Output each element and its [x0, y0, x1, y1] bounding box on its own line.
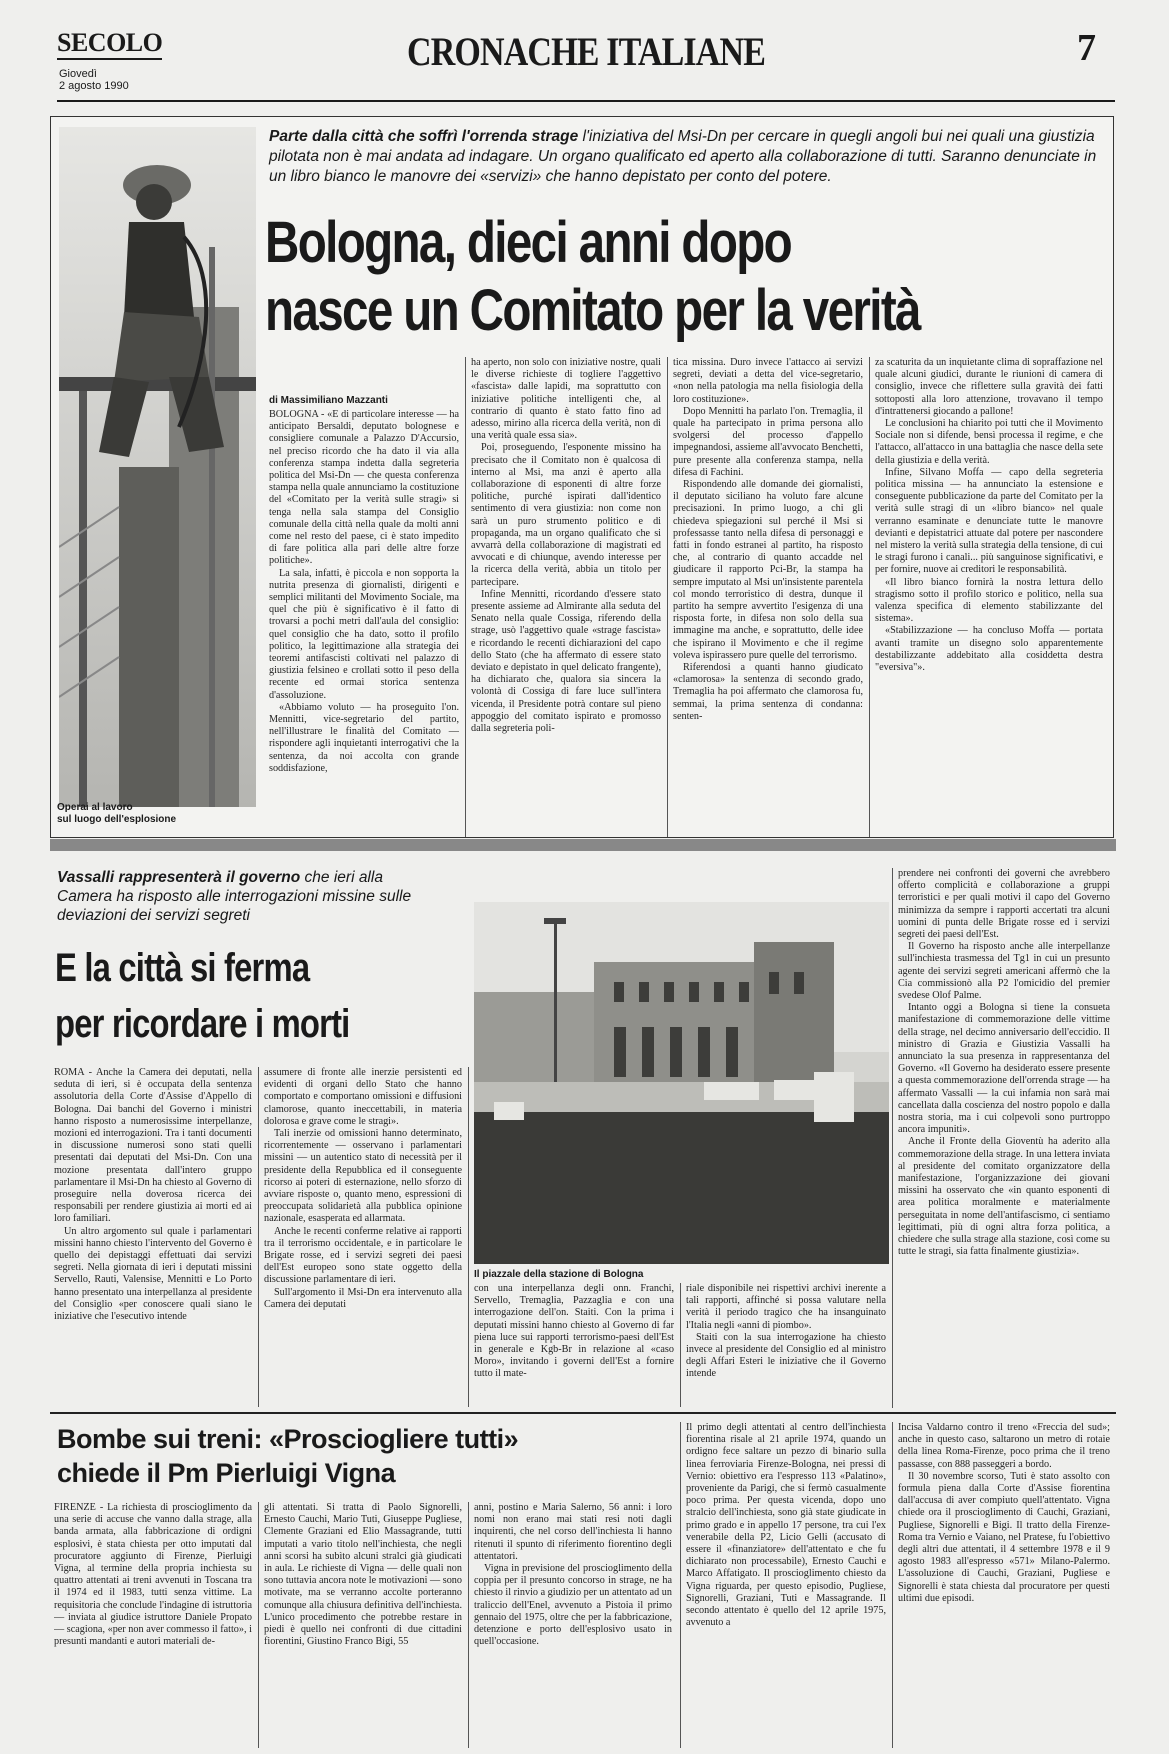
headline-line: Bologna, dieci anni dopo: [265, 210, 792, 275]
article-paragraph: Rispondendo alle domande dei giornalisti, il deputato siciliano ha voluto fare alcune precisazioni. In primo luogo, a chi gli chiedeva spiegazioni sul perché il Msi si professasse tanto nella difesa di personaggi e fatti in fondo estranei al partito, ha risposto che, al contrario di quanto accadde nel giudicare il rapporto Pci-Br, la stampa ha sempre imputato al Msi un'insistente parentela col mondo terroristico di destra, dunque il partito ha sempre avvertito l'esigenza di una risposta forte, in difesa non solo della sua immagine ma anche, e soprattutto, delle idee che ispirano il Movimento e che il regime voleva ispirassero pure quelle del terrorismo.: [673, 479, 863, 661]
article-paragraph: Riferendosi a quanti hanno giudicato «clamorosa» la sentenza di secondo grado, Tremaglia ha poi affermato che clamorosa fu, semmai, la prima sentenza di condanna: senten-: [673, 662, 863, 722]
article-paragraph: Il Governo ha risposto anche alle interpellanze sull'inchiesta trasmessa del Tg1 in cui un presunto agente dei servizi segreti americani affermò che la Cia commissionò alla P2 l'omicidio del premier svedese Olof Palme.: [898, 941, 1110, 1002]
masthead: [57, 18, 1115, 92]
column-rule: [869, 357, 870, 837]
byline: di Massimiliano Mazzanti: [269, 395, 388, 406]
headline-line: E la città si ferma: [55, 946, 310, 990]
article-paragraph: Staiti con la sua interrogazione ha chiesto invece al presidente del Consiglio ed al ministro degli Affari Esteri le iniziative che il Governo intende: [686, 1331, 886, 1380]
separator-band: [50, 839, 1116, 851]
article-paragraph: Vigna in previsione del proscioglimento della coppia per il presunto concorso in strage, ne ha chiesto il rinvio a giudizio per un attentato ad un traliccio dell'Enel, avvenuto a Pistoia il primo gennaio del 1975, oltre che per la fabbricazione, detenzione e porto dell'esplosivo usato in quell'occasione.: [474, 1563, 672, 1648]
column-rule: [892, 1422, 893, 1748]
worker-photo: [59, 127, 256, 807]
article-paragraph: Poi, proseguendo, l'esponente missino ha precisato che il Comitato non è qualcosa di interno al Msi, ma anzi è aperto alla collaborazione di esponenti di altre forze politiche, purché ispirati dall'identico sentimento di vera giustizia: non come non sarà un puro strumento politico e di propaganda, ma un organo qualificato che si avvarrà della collaborazione di magistrati ed avvocati e di chiunque, avendo interesse per la ricerca della verità, abbia un titolo per partecipare.: [471, 442, 661, 588]
article-paragraph: «Il libro bianco fornirà la nostra lettura dello stragismo sotto il profilo storico e politico, nella sua valenza specifica di elemento stabilizzante del sistema».: [875, 576, 1103, 625]
article-paragraph: BOLOGNA - «E di particolare interesse — ha anticipato Bersaldi, deputato bolognese e consigliere comunale a Palazzo D'Accursio, nel preciso ricordo che ha dato il via alla conferenza stampa indetta dalla segreteria politica del Msi-Dn — che questa conferenza stampa nella quale annunciamo la costituzione del «Comitato per la verità sulle stragi» si tenga nella sala stampa del Consiglio comunale della città nella quale da molti anni come nel resto del paese, ci è stato impedito di fare politica alla pari delle altre forze politiche».: [269, 409, 459, 567]
column-rule: [468, 1502, 469, 1748]
article-paragraph: prendere nei confronti dei governi che avrebbero offerto complicità e collaborazione a gruppi terroristici e per quali motivi il capo del Governo minimizza da sempre i rapporti accertati tra alcuni uomini di punta delle Brigate rosse ed i servizi segreti dei paesi dell'Est.: [898, 868, 1110, 941]
article-kicker: [57, 868, 417, 925]
article-paragraph: Il primo degli attentati al centro dell'inchiesta fiorentina risale al 21 aprile 1974, quando un ordigno fece saltare un pezzo di binario sulla linea ferroviaria Firenze-Bologna, nei pressi di Vernio: obiettivo era l'espresso 113 «Palatino», proveniente da Parigi, che si fermò casualmente poco prima. Per questa vicenda, dopo uno stralcio dell'inchiesta, sono già state giudicate in primo grado e in appello 17 persone, tra cui l'ex venerabile della P2, Licio Gelli (accusato di essere il «finanziatore» dell'attentato e che fu dichiarato non processabile), Ernesto Cauchi e Marco Affatigato. Il proscioglimento chiesto da Vigna riguarda, per questo episodio, Pugliese, Signorelli, Graziani, Tuti e Massagrande. Il secondo attentato è quello del 12 aprile 1975, avvenuto a: [686, 1422, 886, 1629]
headline: [57, 1422, 677, 1490]
article-column: [471, 357, 661, 819]
photo-caption: [57, 802, 257, 826]
article-paragraph: Incisa Valdarno contro il treno «Freccia del sud»; anche in questo caso, saltarono un metro di rotaie della linea Roma-Firenze, poco prima che il treno passasse, con 888 passeggeri a bordo.: [898, 1422, 1110, 1470]
article-paragraph: Tali inerzie od omissioni hanno determinato, ricorrentemente — osservano i parlamentari missini — un autentico stato di necessità per il presidente della Repubblica ed il conseguente ricorso ai poteri di esternazione, nello sforzo di avviare risposte o, quanto meno, espressioni di preoccupata solidarietà alla pubblica opinione nazionale, esasperata ed allarmata.: [264, 1128, 462, 1225]
article-column: [269, 409, 459, 819]
station-photo: [474, 902, 889, 1264]
column-rule: [468, 1067, 469, 1407]
article-paragraph: gli attentati. Si tratta di Paolo Signorelli, Ernesto Cauchi, Mario Tuti, Giuseppe Pugliese, Clemente Graziani ed Elio Massagrande, tutti imputati a vario titolo nell'inchiesta, che negli anni scorsi ha subìto alcuni stralci già giudicati in aula. Le richieste di Vigna — delle quali non sono tuttavia ancora note le motivazioni — sono motivate, ma se verranno accolte porteranno comunque alla chiusura definitiva dell'inchiesta. L'unico procedimento che potrebbe restare in piedi è quello nei confronti di due cittadini fiorentini, Giustino Franco Bigi, 55: [264, 1502, 462, 1648]
kicker-bold: Parte dalla città che soffrì l'orrenda strage: [269, 128, 579, 145]
photo-caption-line: sul luogo dell'esplosione: [57, 814, 177, 825]
headline: [55, 940, 408, 1052]
article-paragraph: assumere di fronte alle inerzie persistenti ed evidenti di organi dello Stato che hanno comportato e comportano omissioni e diffusioni clamorose, quanto ineccettabili, in materia dolorosa e grave come le stragi».: [264, 1067, 462, 1127]
headline: [265, 209, 954, 345]
article-column: [898, 868, 1110, 1409]
column-rule: [680, 1422, 681, 1748]
article-paragraph: tica missina. Duro invece l'attacco ai servizi segreti, deviati a detta del vice-segretario, «non nella patologia ma nella fisiologia della loro costituzione».: [673, 357, 863, 405]
column-rule: [258, 1502, 259, 1748]
column-rule: [680, 1283, 681, 1407]
article-column: [264, 1067, 462, 1409]
headline-line: Bombe sui treni: «Prosciogliere tutti»: [57, 1424, 519, 1454]
photo-caption-line: Operai al lavoro: [57, 802, 133, 813]
article-column: [686, 1283, 886, 1409]
article-rule: [50, 1412, 1116, 1414]
article-column: [54, 1067, 252, 1409]
article-column: [474, 1283, 674, 1409]
article-paragraph: Un altro argomento sul quale i parlamentari missini hanno chiesto l'intervento del Governo è quello dei depistaggi effettuati dai servizi segreti. Nella giornata di ieri i deputati missini Servello, Rauti, Valensise, Mennitti e Lo Porto hanno presentato una interpellanza al presidente del Consiglio «per conoscere quali siano le iniziative che l'esecutivo intende: [54, 1225, 252, 1323]
article-kicker: [269, 127, 1101, 187]
article-paragraph: «Abbiamo voluto — ha proseguito l'on. Mennitti, vice-segretario del partito, nell'illustrare le finalità del Comitato — rispondere agli inquietanti interrogativi che la sentenza, da noi accolta con grande soddisfazione,: [269, 701, 459, 774]
article-paragraph: Infine, Silvano Moffa — capo della segreteria politica missina — ha annunciato la estensione e conseguente pubblicazione da parte del Comitato per la verità sulle stragi di un «libro bianco» nel quale verranno esaminate e denunciate tutte le manovre devianti e depistatrici attuate dal potere per nascondere nel mistero la verità sulla strategia della tensione, di cui le stragi furono i canali... più sanguinose significativi, e per fornire, nuove ai creditori le responsabilità.: [875, 466, 1103, 576]
issue-date: 2 agosto 1990: [59, 80, 129, 92]
top-article: [50, 116, 1114, 838]
headline-line: per ricordare i morti: [55, 1002, 350, 1046]
article-paragraph: riale disponibile nei rispettivi archivi inerente a tali rapporti, affinché si possa valutare nella verità il periodo tragico che ha insanguinato l'Italia negli «anni di piombo».: [686, 1283, 886, 1331]
article-column: [673, 357, 863, 819]
article-column: [264, 1502, 462, 1750]
section-title: CRONACHE ITALIANE: [407, 29, 766, 74]
kicker-text: l'iniziativa del Msi-Dn per cercare in quegli angoli bui nei quali una giustizia pilotata non è mai andata ad indagare. Un organo qualificato ed aperto alla collaborazione di tutti. Saranno denunciate in un libro bianco le manovre dei «servizi» che hanno depistato per conto del potere.: [269, 128, 1097, 185]
station-photo-illustration: [474, 902, 889, 1264]
masthead-rule: [57, 100, 1115, 102]
article-column: [474, 1502, 672, 1750]
column-rule: [667, 357, 668, 837]
column-rule: [258, 1067, 259, 1407]
photo-caption: Il piazzale della stazione di Bologna: [474, 1269, 644, 1280]
article-paragraph: ha aperto, non solo con iniziative nostre, quali le diverse richieste di togliere l'aggettivo «fascista» dalle lapidi, ma soprattutto con iniziative politiche intelligenti che, al contrario di quanto è stato fatto fino ad adesso, mirino alla ricerca della verità, non di una verità quale essa sia».: [471, 357, 661, 442]
article-paragraph: La sala, infatti, è piccola e non sopporta la nutrita presenza di giornalisti, dirigenti e semplici militanti del Movimento Sociale, ma quel che più è significativo è il fatto di trovarsi a pochi metri dall'aula del consiglio: quel consiglio che ha dato, sotto il profilo politico, la legittimazione alla strategia dei teoremi antifascisti coltivati nel palazzo di giustizia felsineo e crollati sotto il peso della recente ed ormai storica sentenza d'assoluzione.: [269, 567, 459, 701]
article-paragraph: Anche le recenti conferme relative ai rapporti tra il terrorismo occidentale, e in particolare le Brigate rosse, ed i servizi segreti dei paesi dell'Est europeo sono state oggetto della discussione parlamentare di ieri.: [264, 1225, 462, 1286]
article-paragraph: ROMA - Anche la Camera dei deputati, nella seduta di ieri, si è occupata della sentenza assolutoria della Corte d'Assise d'Appello di Bologna. Dai banchi del Governo i ministri hanno risposto a numerosissime interpellanze, mozioni ed interrogazioni. Tra i tanti documenti in discussione numerosi sono stati quelli presentati dai deputati del Msi-Dn. Con una mozione presentata dall'intero gruppo parlamentare il Msi-Dn ha chiesto al Governo di proseguire nella doverosa ricerca dei responsabili per rendere giustizia ai morti ed ai loro familiari.: [54, 1067, 252, 1225]
article-paragraph: FIRENZE - La richiesta di proscioglimento da una serie di accuse che vanno dalla strage, alla banda armata, alla fabbricazione di ordigni esplosivi, è stata chiesta per otto imputati dal procuratore aggiunto di Firenze, Pierluigi Vigna, al termine della propria inchiesta su quattro attentati ai treni avvenuti in Toscana tra il 1974 ed il 1983, tutti senza vittime. La requisitoria che conclude l'indagine di istruttoria — inviata al giudice istruttore Daniele Propato — scagiona, «per non aver commesso il fatto», i presunti mandanti e autori materiali de-: [54, 1502, 252, 1648]
kicker-text: che ieri alla Camera ha risposto alle interrogazioni missine sulle deviazioni dei servizi segreti: [57, 869, 412, 924]
column-rule: [892, 868, 893, 1408]
article-column: [54, 1502, 252, 1750]
article-paragraph: Le conclusioni ha chiarito poi tutti che il Movimento Sociale non si difende, bensì processa il regime, e che l'attacco, all'attacco in una battaglia che nasce della sete della giustizia e della verità.: [875, 418, 1103, 466]
article-paragraph: Il 30 novembre scorso, Tuti è stato assolto con formula piena dalla Corte d'Assise fiorentina dall'accusa di aver compiuto quell'attentato. Vigna chiede ora il proscioglimento di Cauchi, Graziani, Pugliese, Signorelli e Bigi. Il tratto della Firenze-Roma tra Vernio e Vaiano, nel Pratese, fu l'obiettivo degli altri due attentati, il 4 settembre 1978 e il 9 agosto 1983 all'espresso «571» Milano-Palermo. L'assoluzione di Cauchi, Graziani, Pugliese e Signorelli è stata chiesta dal procuratore per questi ultimi due episodi.: [898, 1470, 1110, 1604]
kicker-bold: Vassalli rappresenterà il governo: [57, 869, 301, 886]
article-column: [875, 357, 1103, 819]
column-rule: [465, 357, 466, 837]
newspaper-brand: SECOLO: [57, 28, 162, 60]
article-paragraph: za scaturita da un inquietante clima di sopraffazione nel quale alcuni giudici, durante le riunioni di camera di consiglio, invece che riflettere sulla gravità dei fatti sottoposti alla loro attenzione, trovavano il tempo d'intrattenersi giocando a pallone!: [875, 357, 1103, 417]
article-paragraph: Anche il Fronte della Gioventù ha aderito alla commemorazione della strage. In una lettera inviata al presidente del comitato organizzatore della manifestazione, l'organizzazione dei giovani missini ha osservato che «in quanto esponenti di area politica moralmente e materialmente perseguitata in nome dell'antifascismo, ci sentiamo legittimati, più di ogni altra forza politica, a chiedere che sulla strage alla stazione, così come su tutte le stragi, sia fatta finalmente giustizia».: [898, 1136, 1110, 1258]
article-column: [686, 1422, 886, 1750]
article-paragraph: Dopo Mennitti ha parlato l'on. Tremaglia, il quale ha partecipato in prima persona allo svolgersi del processo d'appello impegnandosi, assieme all'avvocato Benchetti, pure presente alla conferenza stampa, nella difesa di Fachini.: [673, 405, 863, 478]
headline-line: nasce un Comitato per la verità: [265, 278, 920, 343]
article-paragraph: Intanto oggi a Bologna si tiene la consueta manifestazione di commemorazione delle vittime della strage, nel decimo anniversario dell'eccidio. Il ministro di Grazia e Giustizia Vassalli ha annunciato la sua presenza in rappresentanza del Governo. «Il Governo ha desiderato essere presente a questa commemorazione dell'orrenda strage — ha affermato Vassalli — la cui infamia non sarà mai cancellata dalla coscienza del nostro popolo e dalla nostra storia, ma i cui colpevoli sono purtroppo ancora impuniti».: [898, 1002, 1110, 1136]
article-paragraph: anni, postino e Maria Salerno, 56 anni: i loro nomi non erano mai stati resi noti dagli inquirenti, che nel corso dell'inchiesta li hanno ritenuti il spunto di riferimento fiorentino degli attentatori.: [474, 1502, 672, 1562]
article-paragraph: Infine Mennitti, ricordando d'essere stato presente assieme ad Almirante alla seduta del Senato nella quale Cossiga, riferendo della strage, usò l'aggettivo quale «strage fascista» e ricordando le recenti dichiarazioni del capo dello Stato (che ha affermato di essere stato deviato e depistato in quel delicato frangente), ha dichiarato che, qualora sia sincera la volontà di Cossiga di fare luce sull'intera vicenda, il Presidente potrà contare sul pieno appoggio del comitato ispirato e promosso dalla segreteria poli-: [471, 588, 661, 735]
article-column: [898, 1422, 1110, 1750]
headline-line: chiede il Pm Pierluigi Vigna: [57, 1458, 396, 1488]
page-number: 7: [1077, 27, 1096, 69]
worker-photo-illustration: [59, 127, 256, 807]
issue-day: Giovedì: [59, 68, 97, 80]
article-paragraph: Sull'argomento il Msi-Dn era intervenuto alla Camera dei deputati: [264, 1286, 462, 1310]
article-paragraph: con una interpellanza degli onn. Franchi, Servello, Tremaglia, Pazzaglia e con una interrogazione dell'on. Staiti. Con la prima i deputati missini hanno chiesto al Governo di far piena luce sui rapporti terrorismo-paesi dell'Est in generale e Kgb-Br in relazione al «caso Moro», invitando i governi dell'Est a fornire tutto il mate-: [474, 1283, 674, 1380]
article-paragraph: «Stabilizzazione — ha concluso Moffa — portata avanti tramite un disegno solo apparentemente destabilizzante addebitato alla cosiddetta destra "eversiva"».: [875, 625, 1103, 674]
